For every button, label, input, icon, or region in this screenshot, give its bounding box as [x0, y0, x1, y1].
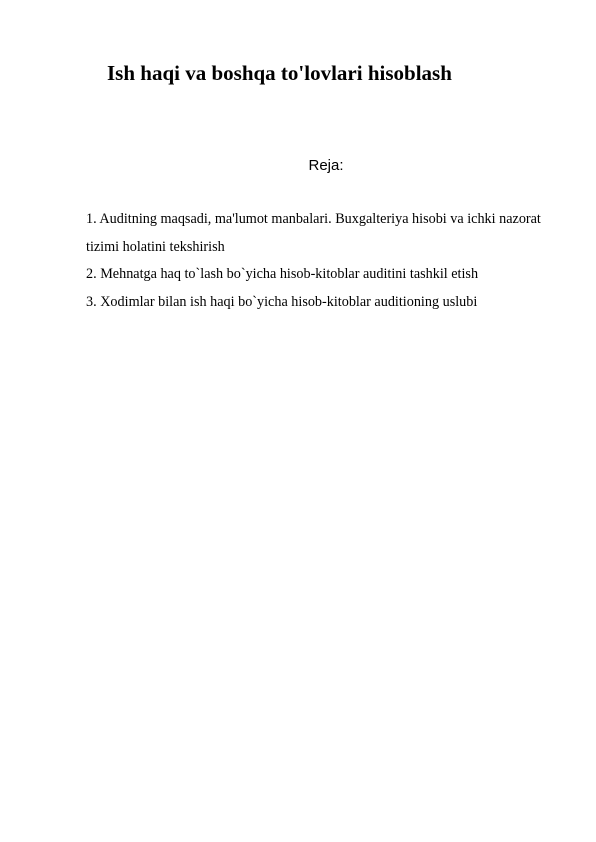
plan-item: 3. Xodimlar bilan ish haqi bo`yicha hisob-kitoblar auditioning uslubi	[86, 293, 478, 310]
document-title: Ish haqi va boshqa to'lovlari hisoblash	[107, 61, 452, 85]
plan-item: 2. Mehnatga haq to`lash bo`yicha hisob-kitoblar auditini tashkil etish	[86, 266, 479, 282]
plan-item: 1. Auditning maqsadi, ma'lumot manbalari. Buxgalteriya hisobi va ichki nazorat tizimi holatini tekshirish	[86, 211, 541, 255]
plan-list	[86, 206, 556, 316]
plan-heading: Reja:	[308, 157, 344, 174]
